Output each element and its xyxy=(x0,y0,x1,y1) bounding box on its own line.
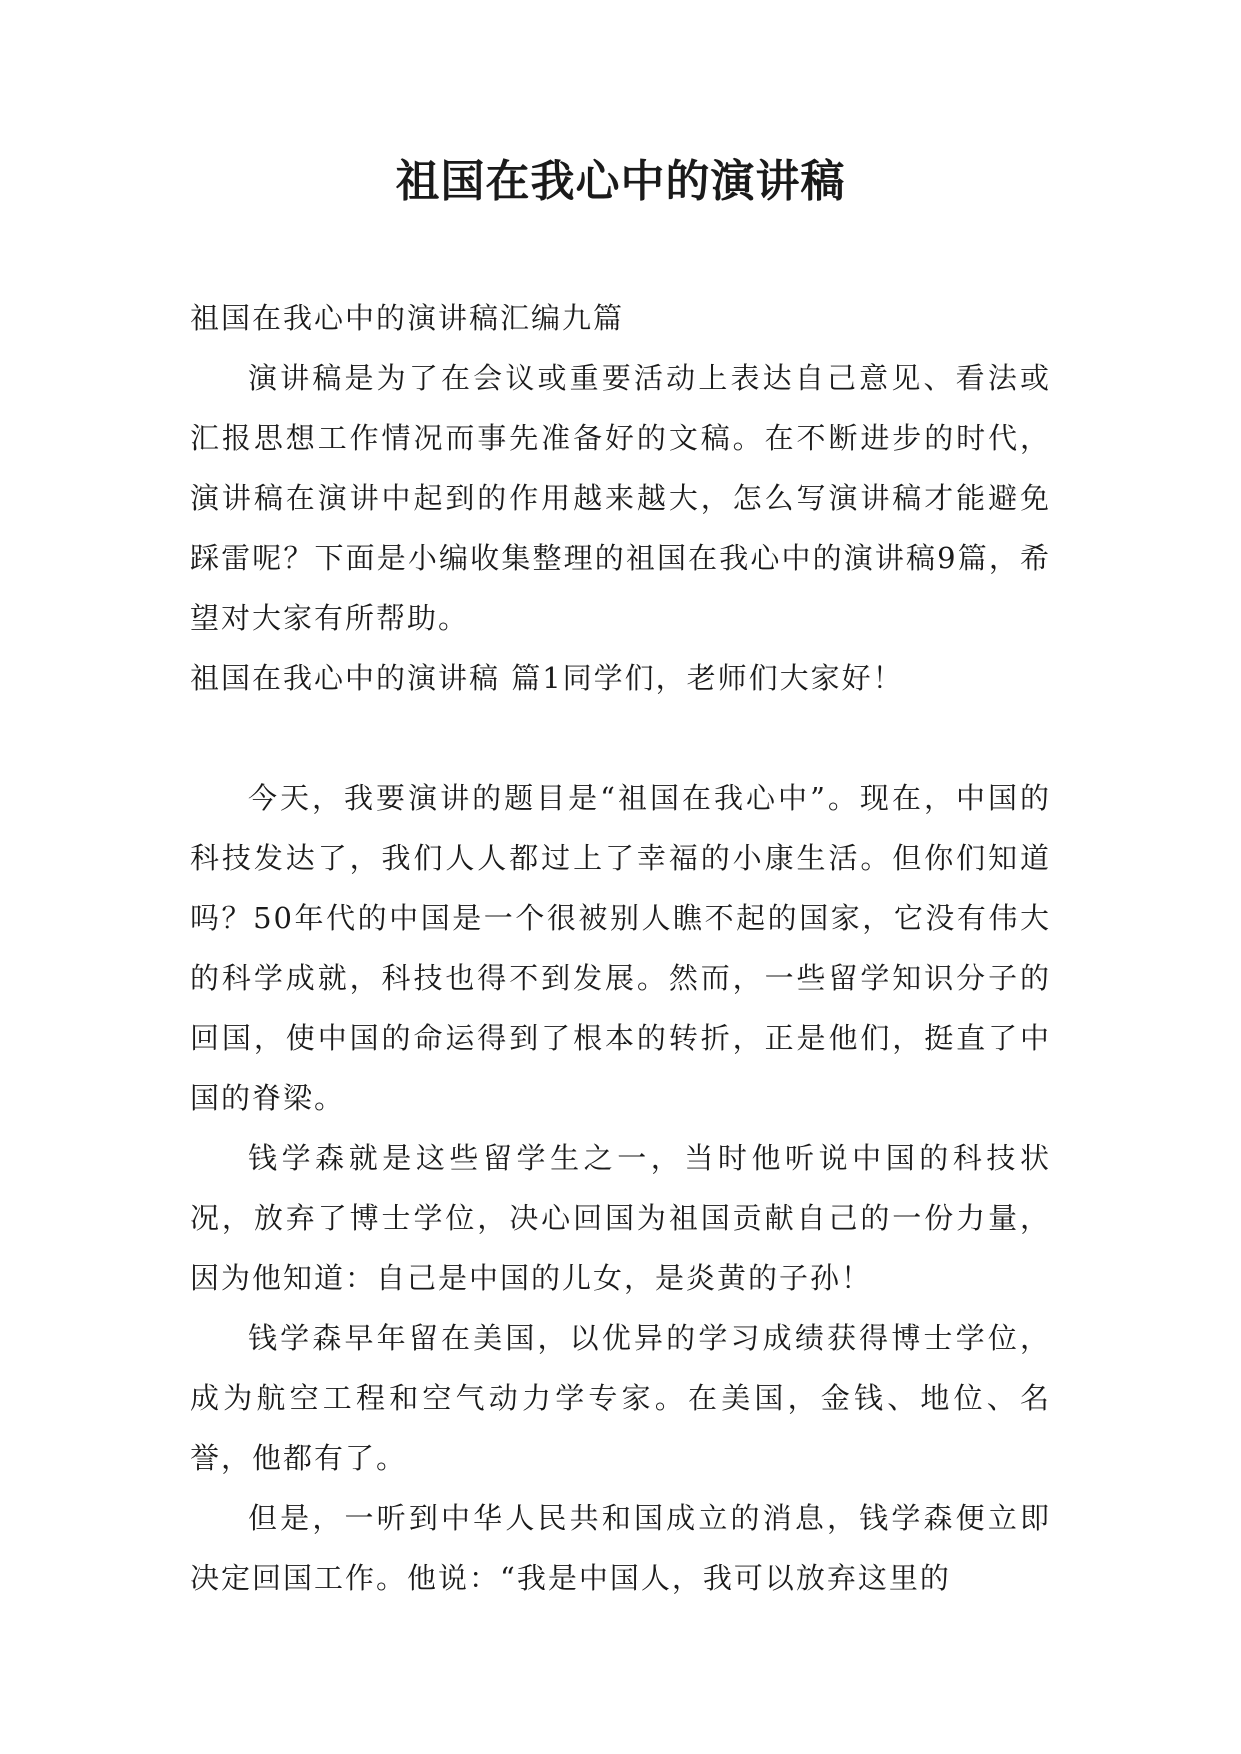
body-paragraph: 钱学森就是这些留学生之一，当时他听说中国的科技状况，放弃了博士学位，决心回国为祖国贡献自己的一份力量，因为他知道：自己是中国的儿女，是炎黄的子孙！ xyxy=(190,1141,1051,1295)
blank-line xyxy=(190,708,1051,768)
body-paragraph: 但是，一听到中华人民共和国成立的消息，钱学森便立即决定回国工作。他说：“我是中国人，我可以放弃这里的 xyxy=(190,1501,1051,1595)
body-paragraph: 钱学森早年留在美国，以优异的学习成绩获得博士学位，成为航空工程和空气动力学专家。在美国，金钱、地位、名誉，他都有了。 xyxy=(190,1321,1051,1475)
document-body xyxy=(190,288,1051,1608)
document-title: 祖国在我心中的演讲稿 xyxy=(395,156,846,207)
section-heading: 祖国在我心中的演讲稿 篇1同学们，老师们大家好！ xyxy=(190,661,904,695)
intro-paragraph: 演讲稿是为了在会议或重要活动上表达自己意见、看法或汇报思想工作情况而事先准备好的文稿。在不断进步的时代，演讲稿在演讲中起到的作用越来越大，怎么写演讲稿才能避免踩雷呢？下面是小编收集整理的祖国在我心中的演讲稿9篇，希望对大家有所帮助。 xyxy=(190,361,1051,635)
subtitle-line: 祖国在我心中的演讲稿汇编九篇 xyxy=(190,301,625,335)
body-paragraph: 今天，我要演讲的题目是“祖国在我心中”。现在，中国的科技发达了，我们人人都过上了幸福的小康生活。但你们知道吗？50年代的中国是一个很被别人瞧不起的国家，它没有伟大的科学成就，科技也得不到发展。然而，一些留学知识分子的回国，使中国的命运得到了根本的转折，正是他们，挺直了中国的脊梁。 xyxy=(190,781,1051,1115)
